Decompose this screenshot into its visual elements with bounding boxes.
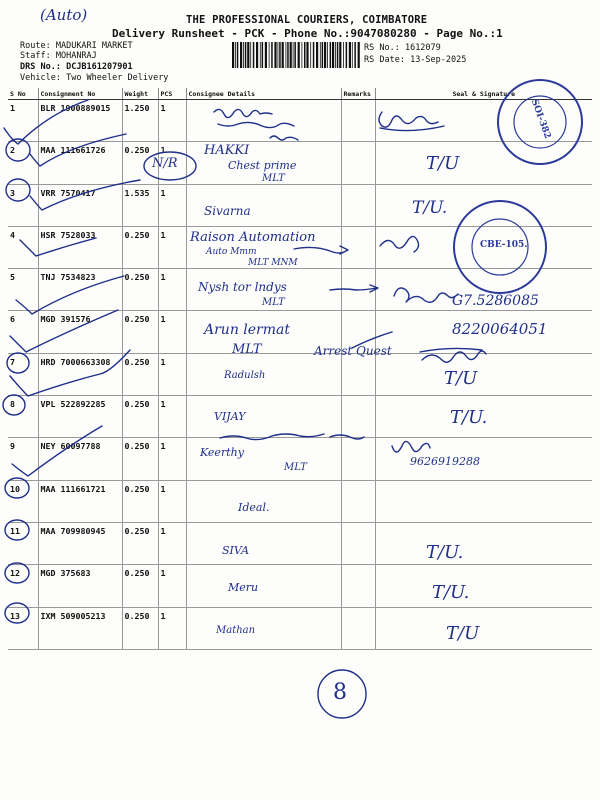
barcode-bar bbox=[287, 42, 289, 68]
barcode-bar bbox=[269, 42, 270, 68]
barcode-bar bbox=[337, 42, 339, 68]
weight-cell: 0.250 bbox=[122, 142, 158, 184]
barcode-bar bbox=[243, 42, 244, 68]
remarks-cell bbox=[341, 480, 375, 522]
r5-consignee: Nysh tor lndys bbox=[198, 280, 287, 294]
barcode-bar bbox=[250, 42, 251, 68]
rs-date-line bbox=[364, 55, 466, 65]
pcs-cell: 1 bbox=[158, 607, 186, 649]
r13-sig: T/U bbox=[446, 623, 480, 644]
barcode-bar bbox=[240, 42, 242, 68]
drs-line bbox=[20, 62, 133, 72]
barcode-bar bbox=[247, 42, 249, 68]
consignee-cell bbox=[186, 607, 341, 649]
table-header bbox=[8, 88, 592, 100]
pcs-cell: 1 bbox=[158, 353, 186, 395]
r12-consignee: Meru bbox=[228, 581, 259, 594]
barcode-bar bbox=[332, 42, 334, 68]
r2-consignee: HAKKI bbox=[204, 143, 250, 158]
r6-note: Arrest Quest bbox=[314, 344, 392, 358]
barcode-bar bbox=[316, 42, 318, 68]
remarks-cell bbox=[341, 142, 375, 184]
col-pcs: PCS bbox=[158, 88, 186, 100]
table-row bbox=[8, 142, 592, 184]
barcode-bar bbox=[339, 42, 341, 68]
col-consignment: Consignment No bbox=[38, 88, 122, 100]
route-value: MADUKARI MARKET bbox=[55, 41, 133, 51]
pcs-cell: 1 bbox=[158, 565, 186, 607]
rs-date-label: RS Date: bbox=[364, 55, 405, 65]
r2-consignee-3: MLT bbox=[262, 173, 285, 184]
consignment-cell: BLR 1900889015 bbox=[38, 100, 122, 142]
pcs-cell: 1 bbox=[158, 100, 186, 142]
sno-cell: 6 bbox=[8, 311, 38, 353]
pcs-cell: 1 bbox=[158, 184, 186, 226]
route-label: Route: bbox=[20, 41, 51, 51]
r11-sig: T/U. bbox=[426, 542, 464, 563]
barcode-bar bbox=[265, 42, 267, 68]
sno-cell: 5 bbox=[8, 269, 38, 311]
runsheet-subtitle: Delivery Runsheet - PCK - Phone No.:9047080280 - Page No.:1 bbox=[112, 27, 503, 40]
barcode-bar bbox=[260, 42, 261, 68]
r8-sig: T/U. bbox=[450, 407, 488, 428]
barcode-bar bbox=[278, 42, 279, 68]
consignee-cell bbox=[186, 438, 341, 480]
col-consignee: Consignee Details bbox=[186, 88, 341, 100]
vehicle-line bbox=[20, 73, 168, 83]
r3-sig: T/U. bbox=[412, 198, 448, 218]
r9-consignee: Keerthy bbox=[200, 446, 244, 459]
page-circle-number: 8 bbox=[333, 680, 347, 705]
barcode bbox=[232, 42, 360, 68]
consignee-cell bbox=[186, 396, 341, 438]
r8-consignee: VIJAY bbox=[214, 410, 246, 423]
drs-label: DRS No.: bbox=[20, 62, 61, 72]
staff-label: Staff: bbox=[20, 51, 51, 61]
barcode-bar bbox=[279, 42, 281, 68]
table-row bbox=[8, 480, 592, 522]
remarks-cell bbox=[341, 565, 375, 607]
rs-date-value: 13-Sep-2025 bbox=[410, 55, 467, 65]
seal-cell bbox=[375, 607, 592, 649]
col-sno: S No bbox=[8, 88, 38, 100]
barcode-bar bbox=[282, 42, 284, 68]
pcs-cell: 1 bbox=[158, 142, 186, 184]
consignment-cell: MAA 709980945 bbox=[38, 522, 122, 564]
weight-cell: 0.250 bbox=[122, 480, 158, 522]
rs-no-value: 1612079 bbox=[404, 43, 441, 53]
barcode-bar bbox=[304, 42, 306, 68]
barcode-bar bbox=[349, 42, 351, 68]
r12-sig: T/U. bbox=[432, 582, 470, 603]
r2-consignee-2: Chest prime bbox=[228, 159, 297, 172]
sno-cell: 4 bbox=[8, 226, 38, 268]
consignment-cell: NEY 60097788 bbox=[38, 438, 122, 480]
r11-consignee: SIVA bbox=[222, 544, 250, 557]
seal-cell bbox=[375, 565, 592, 607]
r4-consignee-3: MLT MNM bbox=[248, 258, 298, 268]
r7-consignee: Radulsh bbox=[224, 370, 266, 381]
barcode-bar bbox=[346, 42, 348, 68]
consignment-cell: HSR 7528033 bbox=[38, 226, 122, 268]
barcode-bar bbox=[302, 42, 303, 68]
barcode-bar bbox=[271, 42, 273, 68]
sno-cell: 8 bbox=[8, 396, 38, 438]
consignment-cell: HRD 7000663308 bbox=[38, 353, 122, 395]
remarks-cell bbox=[341, 438, 375, 480]
consignment-cell: TNJ 7534823 bbox=[38, 269, 122, 311]
remarks-cell bbox=[341, 184, 375, 226]
weight-cell: 0.250 bbox=[122, 353, 158, 395]
barcode-bar bbox=[245, 42, 247, 68]
seal-cell bbox=[375, 480, 592, 522]
table-row bbox=[8, 396, 592, 438]
pcs-cell: 1 bbox=[158, 269, 186, 311]
barcode-bar bbox=[330, 42, 332, 68]
barcode-bar bbox=[237, 42, 239, 68]
table-row bbox=[8, 607, 592, 649]
barcode-bar bbox=[290, 42, 292, 68]
barcode-bar bbox=[235, 42, 236, 68]
consignment-cell: MGD 375683 bbox=[38, 565, 122, 607]
sno-cell: 2 bbox=[8, 142, 38, 184]
seal-cell bbox=[375, 353, 592, 395]
seal-cell bbox=[375, 522, 592, 564]
table-row bbox=[8, 184, 592, 226]
barcode-bar bbox=[322, 42, 324, 68]
r2-sig: T/U bbox=[426, 153, 460, 174]
r6-sig-num: 8220064051 bbox=[452, 320, 548, 338]
weight-cell: 0.250 bbox=[122, 226, 158, 268]
consignment-cell: MAA 111661721 bbox=[38, 480, 122, 522]
sno-cell: 10 bbox=[8, 480, 38, 522]
table-row bbox=[8, 100, 592, 142]
barcode-bar bbox=[335, 42, 336, 68]
r4-consignee: Raison Automation bbox=[190, 230, 316, 245]
consignee-cell bbox=[186, 100, 341, 142]
company-title: THE PROFESSIONAL COURIERS, COIMBATORE bbox=[186, 14, 428, 26]
stamp2-code: CBE-105. bbox=[480, 240, 528, 250]
r9-sig-num: 9626919288 bbox=[410, 455, 480, 468]
route-line bbox=[20, 41, 133, 51]
sno-cell: 11 bbox=[8, 522, 38, 564]
remarks-cell bbox=[341, 353, 375, 395]
barcode-bar bbox=[310, 42, 311, 68]
pcs-cell: 1 bbox=[158, 438, 186, 480]
barcode-bar bbox=[306, 42, 308, 68]
weight-cell: 1.535 bbox=[122, 184, 158, 226]
rs-no-label: RS No.: bbox=[364, 43, 400, 53]
consignment-cell: IXM 509005213 bbox=[38, 607, 122, 649]
staff-value: MOHANRAJ bbox=[55, 51, 97, 61]
weight-cell: 0.250 bbox=[122, 269, 158, 311]
remarks-cell bbox=[341, 522, 375, 564]
table-row bbox=[8, 438, 592, 480]
staff-line bbox=[20, 51, 97, 61]
r10-consignee: Ideal. bbox=[238, 501, 270, 514]
r13-consignee: Mathan bbox=[216, 625, 256, 636]
sno-cell: 7 bbox=[8, 353, 38, 395]
weight-cell: 0.250 bbox=[122, 311, 158, 353]
remarks-cell bbox=[341, 396, 375, 438]
table-row bbox=[8, 565, 592, 607]
stamp1-code: SOI-382 bbox=[528, 97, 553, 141]
runsheet-table bbox=[8, 88, 592, 650]
weight-cell: 0.250 bbox=[122, 565, 158, 607]
sno-cell: 12 bbox=[8, 565, 38, 607]
pcs-cell: 1 bbox=[158, 396, 186, 438]
r7-sig: T/U bbox=[444, 368, 478, 389]
consignment-cell: VRR 7570417 bbox=[38, 184, 122, 226]
vehicle-value: Two Wheeler Delivery bbox=[66, 73, 169, 83]
pcs-cell: 1 bbox=[158, 522, 186, 564]
barcode-bar bbox=[320, 42, 321, 68]
r6-consignee: Arun lermat bbox=[204, 322, 290, 338]
barcode-bar bbox=[327, 42, 328, 68]
weight-cell: 0.250 bbox=[122, 438, 158, 480]
sno-cell: 9 bbox=[8, 438, 38, 480]
barcode-bar bbox=[253, 42, 255, 68]
sno-cell: 13 bbox=[8, 607, 38, 649]
remarks-cell bbox=[341, 100, 375, 142]
table-row bbox=[8, 353, 592, 395]
sno-cell: 3 bbox=[8, 184, 38, 226]
seal-cell bbox=[375, 184, 592, 226]
table-row bbox=[8, 522, 592, 564]
pcs-cell: 1 bbox=[158, 480, 186, 522]
r6-consignee-2: MLT bbox=[232, 342, 262, 357]
barcode-bar bbox=[358, 42, 360, 68]
consignee-cell bbox=[186, 565, 341, 607]
col-remarks: Remarks bbox=[341, 88, 375, 100]
barcode-bar bbox=[298, 42, 300, 68]
consignment-cell: MGD 391576 bbox=[38, 311, 122, 353]
weight-cell: 0.250 bbox=[122, 522, 158, 564]
consignment-cell: VPL 522892285 bbox=[38, 396, 122, 438]
remarks-cell bbox=[341, 269, 375, 311]
seal-cell bbox=[375, 142, 592, 184]
barcode-bar bbox=[354, 42, 356, 68]
seal-cell bbox=[375, 438, 592, 480]
weight-cell: 0.250 bbox=[122, 607, 158, 649]
pcs-cell: 1 bbox=[158, 226, 186, 268]
rs-no-line bbox=[364, 43, 441, 53]
barcode-bar bbox=[262, 42, 264, 68]
remarks-cell bbox=[341, 226, 375, 268]
sno-cell: 1 bbox=[8, 100, 38, 142]
barcode-bar bbox=[352, 42, 353, 68]
consignment-cell: MAA 111661726 bbox=[38, 142, 122, 184]
barcode-bar bbox=[274, 42, 276, 68]
barcode-bar bbox=[343, 42, 344, 68]
r9-consignee-2: MLT bbox=[284, 462, 307, 473]
col-weight: Weight bbox=[122, 88, 158, 100]
drs-value: DCJB161207901 bbox=[66, 62, 133, 72]
barcode-bar bbox=[324, 42, 326, 68]
vehicle-label: Vehicle: bbox=[20, 73, 61, 83]
barcode-bar bbox=[293, 42, 294, 68]
r4-consignee-2: Auto Mmm bbox=[206, 247, 257, 257]
corner-note: (Auto) bbox=[40, 6, 88, 24]
col-seal: Seal & Signature bbox=[375, 88, 592, 100]
consignee-cell bbox=[186, 522, 341, 564]
r5-consignee-2: MLT bbox=[262, 297, 285, 308]
weight-cell: 1.250 bbox=[122, 100, 158, 142]
r5-sig-num: G7.5286085 bbox=[452, 293, 539, 309]
remarks-cell bbox=[341, 607, 375, 649]
r2-note: N/R bbox=[152, 156, 178, 171]
r3-consignee: Sivarna bbox=[204, 204, 251, 218]
seal-cell bbox=[375, 97, 592, 142]
barcode-bar bbox=[256, 42, 258, 68]
weight-cell: 0.250 bbox=[122, 396, 158, 438]
pcs-cell: 1 bbox=[158, 311, 186, 353]
barcode-bar bbox=[232, 42, 234, 68]
barcode-bar bbox=[286, 42, 287, 68]
barcode-bar bbox=[313, 42, 315, 68]
barcode-bar bbox=[294, 42, 296, 68]
